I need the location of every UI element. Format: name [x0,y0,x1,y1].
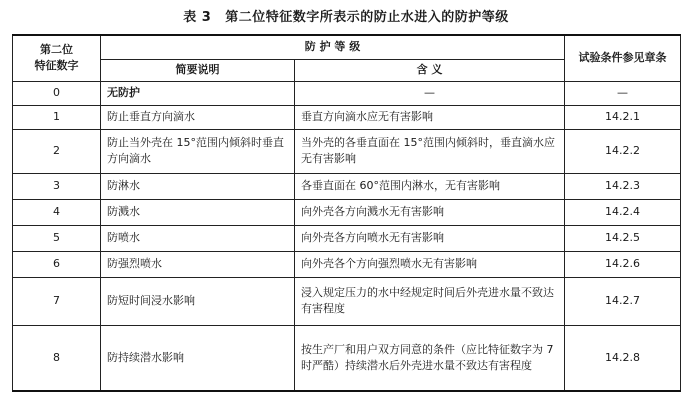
meaning-cell: 向外壳各方向喷水无有害影响 [295,225,565,251]
header-digit [13,35,101,81]
table-title [0,6,692,25]
table-row [13,173,681,199]
ref-cell: 14.2.5 [565,225,681,251]
table-row [13,81,681,105]
brief-cell: 防止垂直方向滴水 [101,105,295,129]
meaning-cell: 垂直方向滴水应无有害影响 [295,105,565,129]
header-protection-grade: 防 护 等 级 [101,35,565,59]
digit-cell: 1 [13,105,101,129]
brief-cell: 防溅水 [101,199,295,225]
meaning-cell: — [295,81,565,105]
header-meaning: 含 义 [295,59,565,81]
meaning-cell: 当外壳的各垂直面在 15°范围内倾斜时，垂直滴水应无有害影响 [295,129,565,173]
meaning-cell: 按生产厂和用户双方同意的条件（应比特征数字为 7 时严酷）持续潜水后外壳进水量不致达有害程度 [295,325,565,391]
ref-cell: 14.2.4 [565,199,681,225]
header-digit-line2: 特征数字 [34,59,79,73]
ref-cell: — [565,81,681,105]
table-row [13,129,681,173]
header-digit-line1: 第二位 [40,43,73,57]
brief-cell: 防短时间浸水影响 [101,277,295,325]
brief-cell: 防强烈喷水 [101,251,295,277]
table-row [13,105,681,129]
header-test-ref: 试验条件参见章条 [565,35,681,81]
protection-table [12,34,681,392]
brief-cell: 防淋水 [101,173,295,199]
table-row [13,199,681,225]
meaning-cell: 向外壳各个方向强烈喷水无有害影响 [295,251,565,277]
digit-cell: 0 [13,81,101,105]
ref-cell: 14.2.6 [565,251,681,277]
ref-cell: 14.2.8 [565,325,681,391]
table-row [13,325,681,391]
brief-cell: 防喷水 [101,225,295,251]
digit-cell: 8 [13,325,101,391]
digit-cell: 4 [13,199,101,225]
meaning-cell: 各垂直面在 60°范围内淋水，无有害影响 [295,173,565,199]
digit-cell: 5 [13,225,101,251]
ref-cell: 14.2.7 [565,277,681,325]
ref-cell: 14.2.3 [565,173,681,199]
digit-cell: 6 [13,251,101,277]
header-row-1 [13,35,681,59]
meaning-cell: 浸入规定压力的水中经规定时间后外壳进水量不致达有害程度 [295,277,565,325]
ref-cell: 14.2.1 [565,105,681,129]
digit-cell: 2 [13,129,101,173]
table-row [13,251,681,277]
table-row [13,277,681,325]
brief-cell: 防持续潜水影响 [101,325,295,391]
digit-cell: 3 [13,173,101,199]
table-row [13,225,681,251]
ref-cell: 14.2.2 [565,129,681,173]
table-caption: 第二位特征数字所表示的防止水进入的防护等级 [225,10,509,25]
digit-cell: 7 [13,277,101,325]
meaning-cell: 向外壳各方向溅水无有害影响 [295,199,565,225]
brief-cell: 无防护 [101,81,295,105]
table-number: 表 3 [183,10,212,25]
header-brief: 简要说明 [101,59,295,81]
brief-cell: 防止当外壳在 15°范围内倾斜时垂直方向滴水 [101,129,295,173]
